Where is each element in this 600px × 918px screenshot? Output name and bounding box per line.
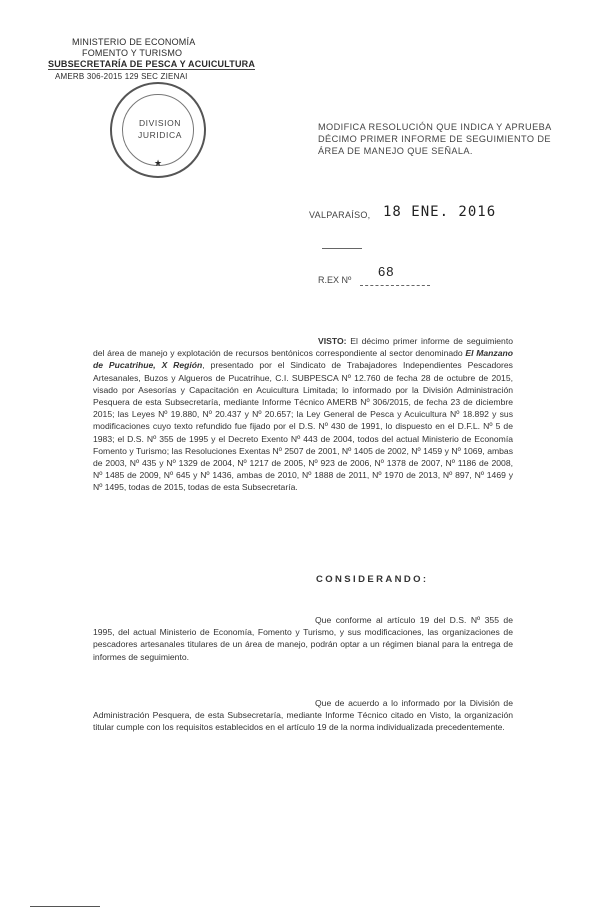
stamp-line-1: DIVISION xyxy=(138,118,182,128)
stamp-line-2: JURIDICA xyxy=(138,130,182,140)
resolution-underline xyxy=(360,285,430,286)
document-title: MODIFICA RESOLUCIÓN QUE INDICA Y APRUEBA DÉCIMO PRIMER INFORME DE SEGUIMIENTO DE ÁREA DE MANEJO QUE SEÑALA. xyxy=(318,122,552,156)
considerando-paragraph-1: Que conforme al artículo 19 del D.S. Nº 355 de 1995, del actual Ministerio de Economía, Fomento y Turismo, y sus modificaciones, las organizaciones de pescadores artesanales titulares de un área de manejo, podrán optar a un régimen bianal para la entrega de informes de seguimiento. xyxy=(93,615,513,662)
ministry-name: MINISTERIO DE ECONOMÍA xyxy=(72,37,196,47)
reference-code: AMERB 306-2015 129 SEC ZIENAI xyxy=(55,72,188,81)
footer-line xyxy=(30,906,100,907)
resolution-number: 68 xyxy=(378,264,395,279)
date-stamp: 18 ENE. 2016 xyxy=(383,204,497,220)
visto-place-name: El Manzano de Pucatrihue, X Región xyxy=(93,348,513,371)
considerando-heading: CONSIDERANDO: xyxy=(316,574,429,585)
visto-text-2: , presentado por el Sindicato de Trabajadores Independientes Pescadores Artesanales, Buzos y Algueros de Pucatrihue, C.I. SUBPESCA Nº 12.760 de fecha 28 de octubre de 2015, visado por Asesorías y Capacitación en Acuicultura Limitada; lo informado por la División Administración Pesquera de esta Subsecretaría, mediante Informe Técnico AMERB Nº 306/2015, de fecha 23 de diciembre 2015; las Leyes Nº 19.880, Nº 20.437 y Nº 20.657; la Ley General de Pesca y Acuicultura Nº 18.892 y sus modificaciones cuyo texto refundido fue fijado por el D.S. Nº 430 de 1991, lo dispuesto en el D.F.L. Nº 5 de 1983; el D.S. Nº 355 de 1995 y el Decreto Exento Nº 443 de 2004, todos del actual Ministerio de Economía Fomento y Turismo; las Resoluciones Exentas Nº 2507 de 2001, Nº 1405 de 2002, Nº 1459 y Nº 1069, ambas de 2003, Nº 435 y Nº 1329 de 2004, Nº 1217 de 2005, Nº 923 de 2006, Nº 1378 de 2007, Nº 1186 de 2008, Nº 1485 de 2009, Nº 645 y Nº 1436, ambas de 2010, Nº 1888 de 2011, Nº 1970 de 2013, Nº 897, Nº 1469 y Nº 1495, todas de 2015, todas de esta Subsecretaría. xyxy=(93,360,513,493)
visto-label: VISTO: xyxy=(318,336,347,346)
ministry-subtitle: FOMENTO Y TURISMO xyxy=(82,48,183,58)
star-icon: ★ xyxy=(154,158,163,168)
considerando-paragraph-2: Que de acuerdo a lo informado por la División de Administración Pesquera, de esta Subsecretaría, mediante Informe Técnico citado en Visto, la organización titular cumple con los requisitos establecidos en el artículo 19 de la norma individualizada precedentemente. xyxy=(93,698,513,733)
visto-paragraph xyxy=(93,335,513,494)
division-juridica-stamp xyxy=(110,82,206,178)
divider-line xyxy=(322,248,362,249)
visto-text-1: El décimo primer informe de seguimiento del área de manejo y explotación de recursos bentónicos correspondiente al sector denominado xyxy=(93,336,514,359)
subsecretaria-name: SUBSECRETARÍA DE PESCA Y ACUICULTURA xyxy=(48,59,256,69)
resolution-label: R.EX Nº xyxy=(318,275,352,285)
place-label: VALPARAÍSO, xyxy=(309,210,371,220)
